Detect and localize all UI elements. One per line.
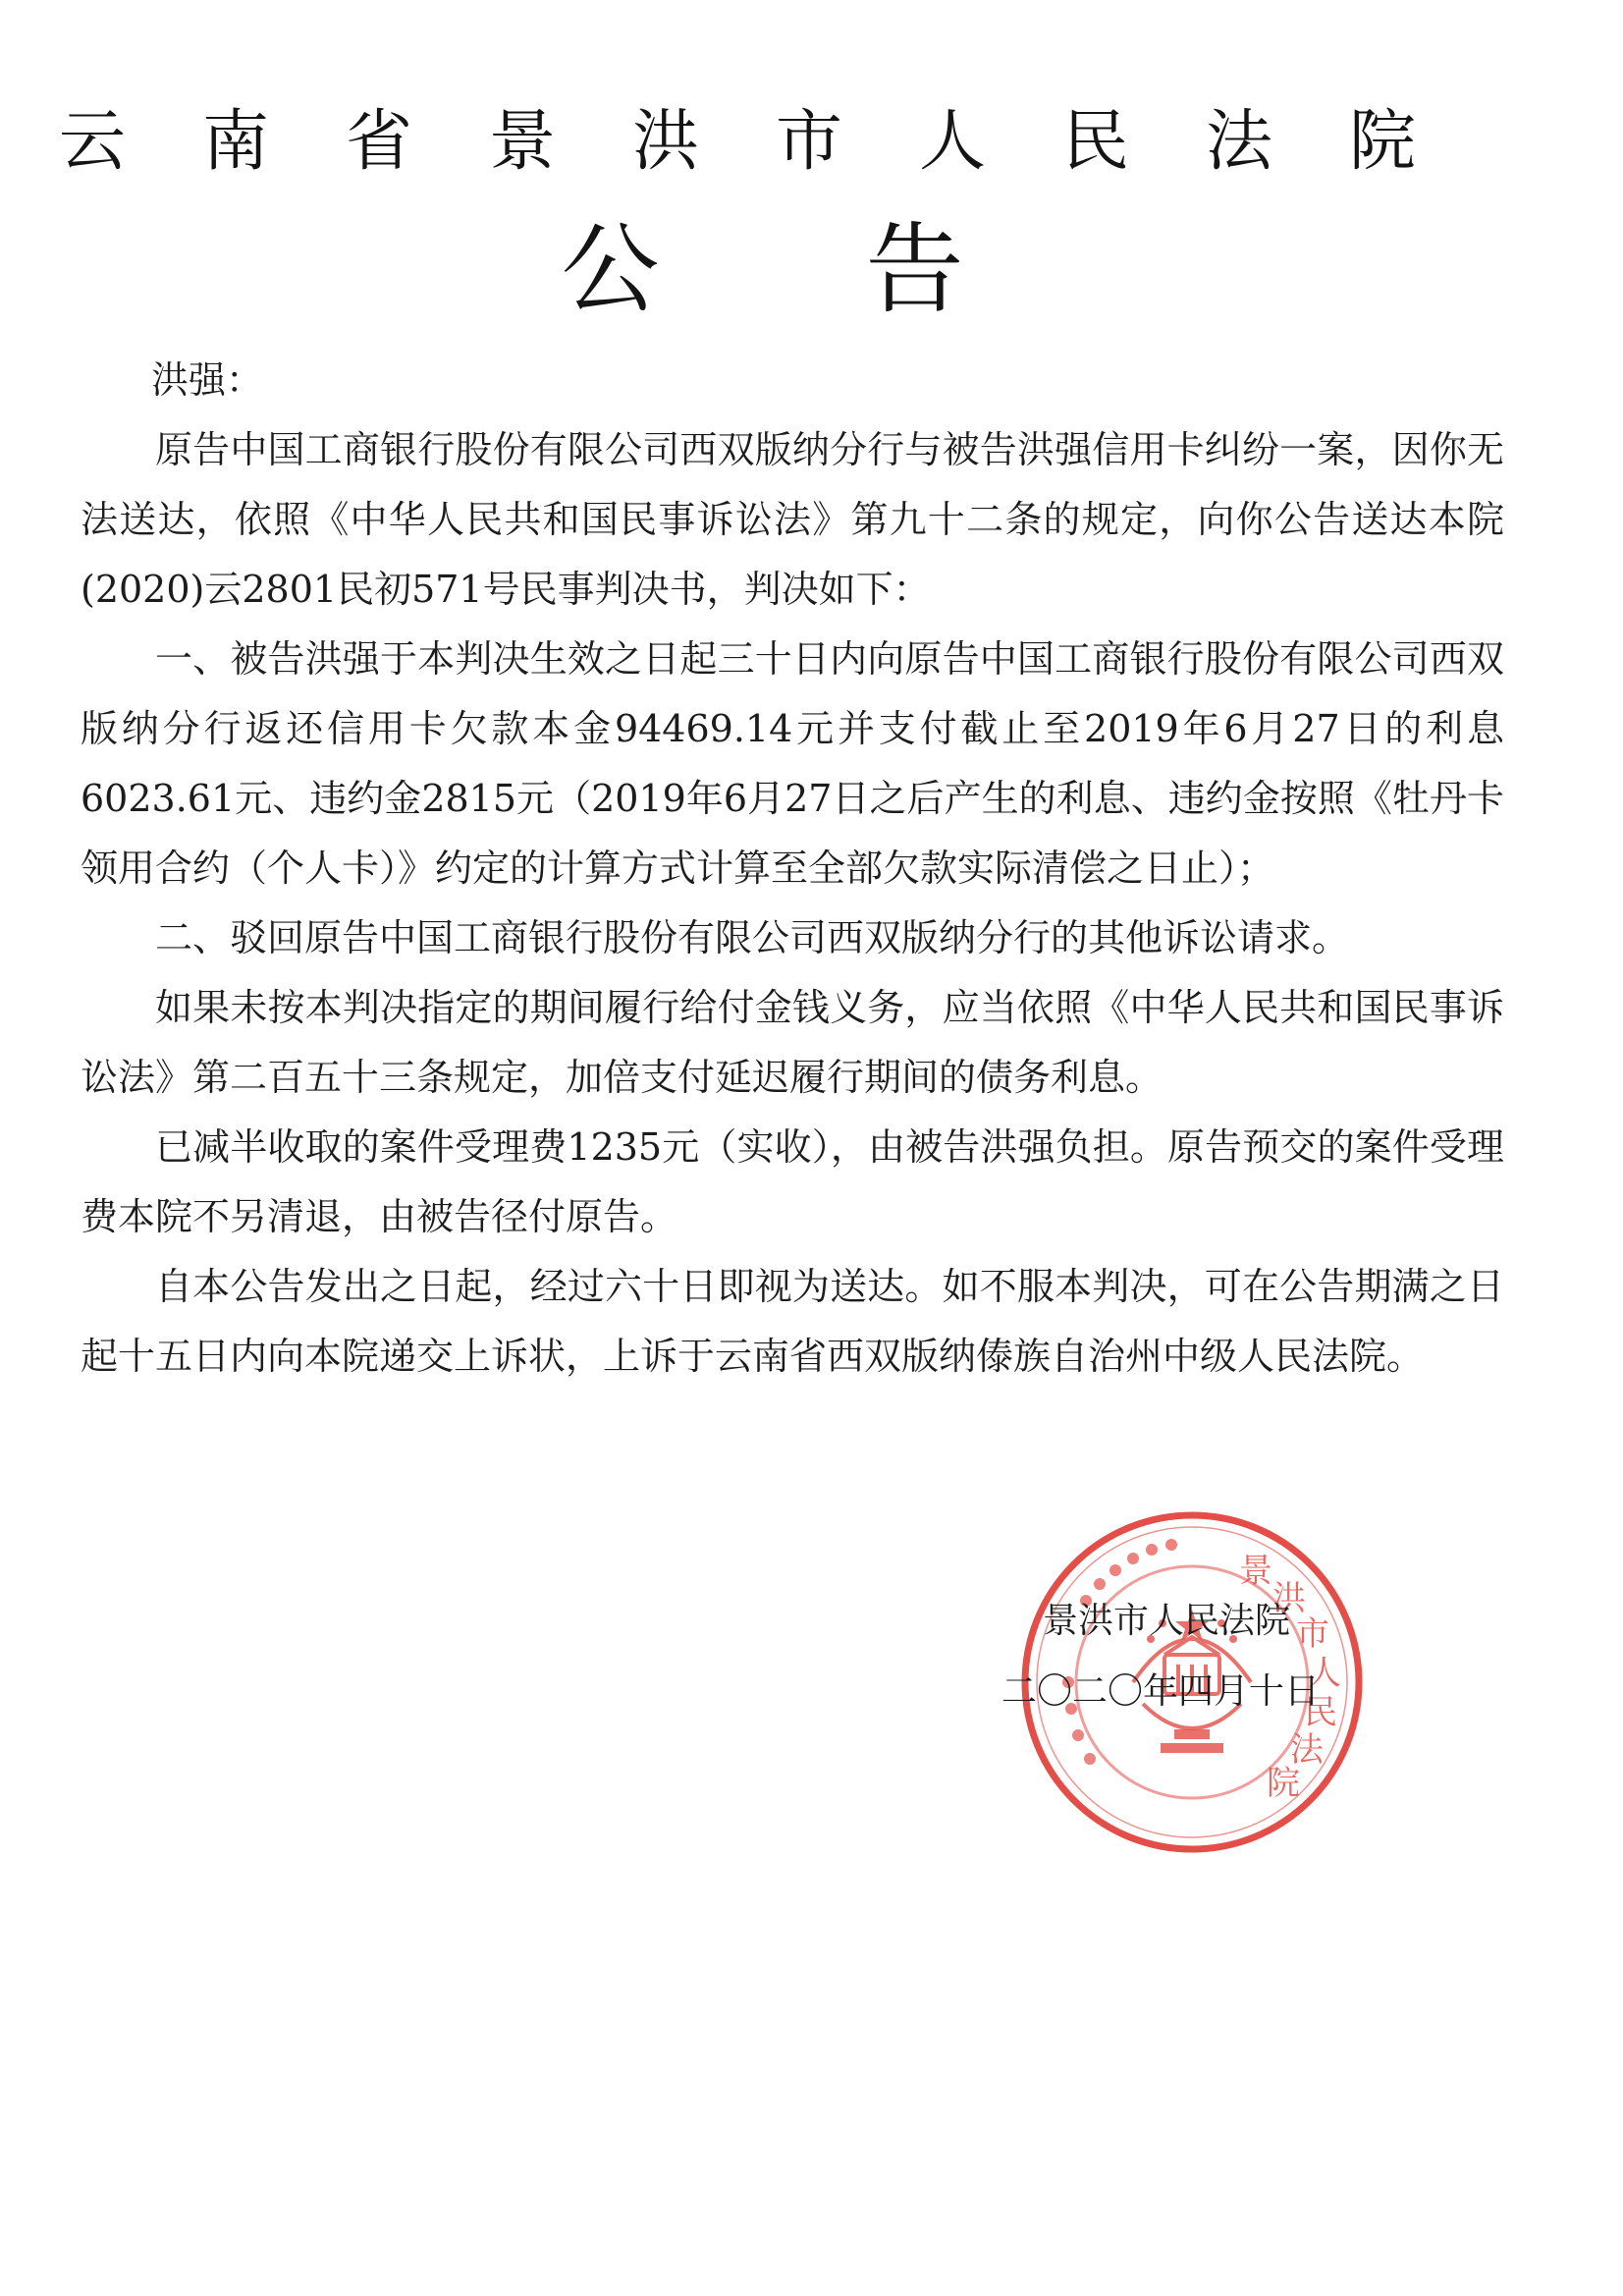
body-paragraph: 原告中国工商银行股份有限公司西双版纳分行与被告洪强信用卡纠纷一案，因你无法送达，依照《中华人民共和国民事诉讼法》第九十二条的规定，向你公告送达本院(2020)云2801民初571号民事判决书，判决如下： [81, 428, 1504, 611]
seal-char: 洪 [1272, 1579, 1306, 1618]
court-name-heading: 云南省景洪市人民法院 [59, 103, 1493, 181]
notice-body [81, 346, 1504, 1392]
salutation: 洪强： [151, 358, 264, 402]
seal-char: 人 [1308, 1654, 1341, 1693]
seal-char: 院 [1267, 1764, 1300, 1803]
body-paragraph: 如果未按本判决指定的期间履行给付金钱义务，应当依照《中华人民共和国民事诉讼法》第二百五十三条规定，加倍支付延迟履行期间的债务利息。 [81, 986, 1504, 1099]
seal-char: 民 [1304, 1693, 1337, 1732]
seal-char: 景 [1239, 1552, 1272, 1591]
document-type-heading: 公告 [561, 212, 1170, 327]
seal-char: 法 [1290, 1730, 1324, 1770]
signature-block [1001, 1586, 1375, 1727]
signature-date: 二〇二〇年四月十日 [1001, 1671, 1321, 1712]
body-paragraph: 自本公告发出之日起，经过六十日即视为送达。如不服本判决，可在公告期满之日起十五日内向本院递交上诉状，上诉于云南省西双版纳傣族自治州中级人民法院。 [81, 1265, 1504, 1378]
body-paragraph: 已减半收取的案件受理费1235元（实收），由被告洪强负担。原告预交的案件受理费本院不另清退，由被告径付原告。 [81, 1125, 1504, 1238]
signature-court-name: 景洪市人民法院 [1043, 1601, 1291, 1641]
seal-char: 市 [1296, 1614, 1329, 1654]
body-paragraph: 一、被告洪强于本判决生效之日起三十日内向原告中国工商银行股份有限公司西双版纳分行返还信用卡欠款本金94469.14元并支付截止至2019年6月27日的利息6023.61元、违约金2815元（2019年6月27日之后产生的利息、违约金按照《牡丹卡领用合约（个人卡）》约定的计算方式计算至全部欠款实际清偿之日止）； [81, 637, 1504, 890]
body-paragraph: 二、驳回原告中国工商银行股份有限公司西双版纳分行的其他诉讼请求。 [155, 916, 1350, 959]
